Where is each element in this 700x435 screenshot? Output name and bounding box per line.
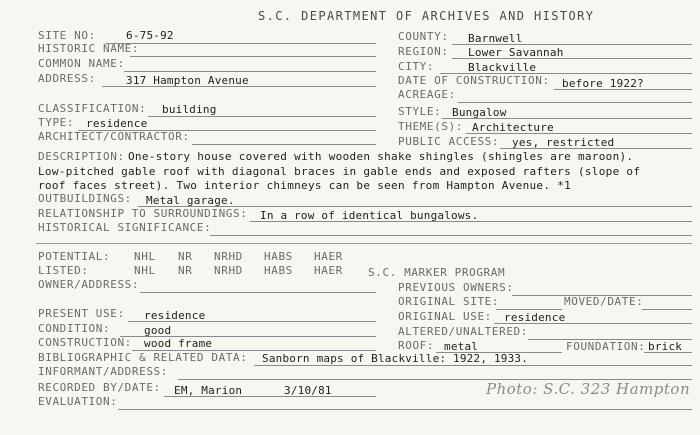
site-no-value: 6-75-92: [126, 29, 174, 42]
informant-label: INFORMANT/ADDRESS:: [38, 365, 169, 378]
date-construction-line: [554, 89, 692, 90]
type-label: TYPE:: [38, 116, 75, 129]
style-line: [442, 118, 692, 119]
listed-nhl: NHL: [134, 264, 156, 277]
previous-owners-label: PREVIOUS OWNERS:: [398, 281, 514, 294]
description-line-2: Low-pitched gable roof with diagonal braces in gable ends and exposed rafters (slope of: [38, 165, 641, 178]
bibliographic-label: BIBLIOGRAPHIC & RELATED DATA:: [38, 351, 248, 364]
classification-value: building: [162, 103, 217, 116]
outbuildings-label: OUTBUILDINGS:: [38, 192, 132, 205]
region-value: Lower Savannah: [468, 46, 564, 59]
acreage-label: ACREAGE:: [398, 88, 456, 101]
construction-label: CONSTRUCTION:: [38, 336, 132, 349]
card-header: S.C. DEPARTMENT OF ARCHIVES AND HISTORY: [258, 9, 595, 23]
evaluation-label: EVALUATION:: [38, 395, 118, 408]
potential-haer: HAER: [314, 250, 343, 263]
county-line: [452, 44, 692, 45]
foundation-label: FOUNDATION:: [566, 340, 646, 353]
address-value: 317 Hampton Avenue: [126, 74, 249, 87]
city-value: Blackville: [468, 61, 537, 74]
public-access-value: yes, restricted: [512, 136, 615, 149]
moved-date-line: [642, 309, 692, 310]
relationship-line: [250, 221, 692, 222]
original-site-label: ORIGINAL SITE:: [398, 295, 500, 308]
outbuildings-value: Metal garage.: [146, 194, 235, 207]
owner-address-label: OWNER/ADDRESS:: [38, 278, 140, 291]
marker-program: S.C. MARKER PROGRAM: [368, 266, 506, 279]
bibliographic-line: [254, 365, 692, 366]
themes-label: THEME(S):: [398, 120, 464, 133]
description-label: DESCRIPTION:: [38, 150, 125, 163]
bibliographic-value: Sanborn maps of Blackville: 1922, 1933.: [262, 352, 529, 365]
recorded-by-name: EM, Marion: [174, 384, 243, 397]
handwritten-photo-note: Photo: S.C. 323 Hampton: [486, 380, 691, 398]
architect-label: ARCHITECT/CONTRACTOR:: [38, 130, 190, 143]
moved-date-label: MOVED/DATE:: [564, 295, 644, 308]
public-access-line: [500, 148, 692, 149]
historic-name-label: HISTORIC NAME:: [38, 42, 140, 55]
foundation-line: [644, 352, 692, 353]
recorded-by-date: 3/10/81: [284, 384, 332, 397]
historic-name-line: [130, 56, 376, 57]
original-use-label: ORIGINAL USE:: [398, 310, 492, 323]
potential-nhl: NHL: [134, 250, 156, 263]
present-use-value: residence: [144, 309, 206, 322]
listed-haer: HAER: [314, 264, 343, 277]
themes-value: Architecture: [472, 121, 554, 134]
listed-habs: HABS: [264, 264, 293, 277]
condition-value: good: [144, 324, 172, 337]
description-line-1: One-story house covered with wooden shake shingles (shingles are maroon).: [128, 150, 634, 163]
themes-line: [466, 133, 692, 134]
relationship-value: In a row of identical bungalows.: [260, 209, 479, 222]
common-name-line: [124, 71, 376, 72]
listed-nr: NR: [178, 264, 193, 277]
site-no-label: SITE NO:: [38, 29, 96, 42]
foundation-value: brick: [648, 340, 683, 353]
historical-significance-label: HISTORICAL SIGNIFICANCE:: [38, 221, 212, 234]
county-label: COUNTY:: [398, 30, 449, 43]
potential-nrhd: NRHD: [214, 250, 243, 263]
original-use-line: [494, 323, 692, 324]
type-value: residence: [86, 117, 148, 130]
classification-line: [148, 116, 376, 117]
present-use-line: [128, 321, 376, 322]
recorded-by-label: RECORDED BY/DATE:: [38, 381, 161, 394]
classification-label: CLASSIFICATION:: [38, 102, 147, 115]
date-construction-value: before 1922?: [562, 77, 644, 90]
style-value: Bungalow: [452, 106, 507, 119]
site-no-line: [106, 43, 376, 44]
original-use-value: residence: [504, 311, 566, 324]
roof-value: metal: [444, 340, 479, 353]
potential-label: POTENTIAL:: [38, 250, 111, 263]
listed-nrhd: NRHD: [214, 264, 243, 277]
date-construction-label: DATE OF CONSTRUCTION:: [398, 74, 550, 87]
roof-label: ROOF:: [398, 339, 435, 352]
acreage-line: [458, 102, 692, 103]
potential-nr: NR: [178, 250, 193, 263]
recorded-by-line: [164, 396, 376, 397]
owner-address-line: [140, 292, 376, 293]
county-value: Barnwell: [468, 32, 523, 45]
relationship-label: RELATIONSHIP TO SURROUNDINGS:: [38, 207, 248, 220]
condition-label: CONDITION:: [38, 322, 111, 335]
public-access-label: PUBLIC ACCESS:: [398, 135, 500, 148]
construction-value: wood frame: [144, 337, 213, 350]
style-label: STYLE:: [398, 105, 442, 118]
evaluation-line: [118, 409, 692, 410]
listed-label: LISTED:: [38, 264, 89, 277]
altered-label: ALTERED/UNALTERED:: [398, 325, 529, 338]
city-label: CITY:: [398, 60, 435, 73]
section-divider: [36, 243, 692, 244]
historical-significance-line: [210, 235, 692, 236]
present-use-label: PRESENT USE:: [38, 307, 125, 320]
common-name-label: COMMON NAME:: [38, 57, 125, 70]
description-line-3: roof faces street). Two interior chimneys can be seen from Hampton Avenue. *1: [38, 179, 572, 192]
address-line: [102, 86, 376, 87]
potential-habs: HABS: [264, 250, 293, 263]
address-label: ADDRESS:: [38, 72, 96, 85]
region-line: [452, 58, 692, 59]
original-site-line: [496, 309, 562, 310]
region-label: REGION:: [398, 45, 449, 58]
architect-line: [192, 144, 376, 145]
